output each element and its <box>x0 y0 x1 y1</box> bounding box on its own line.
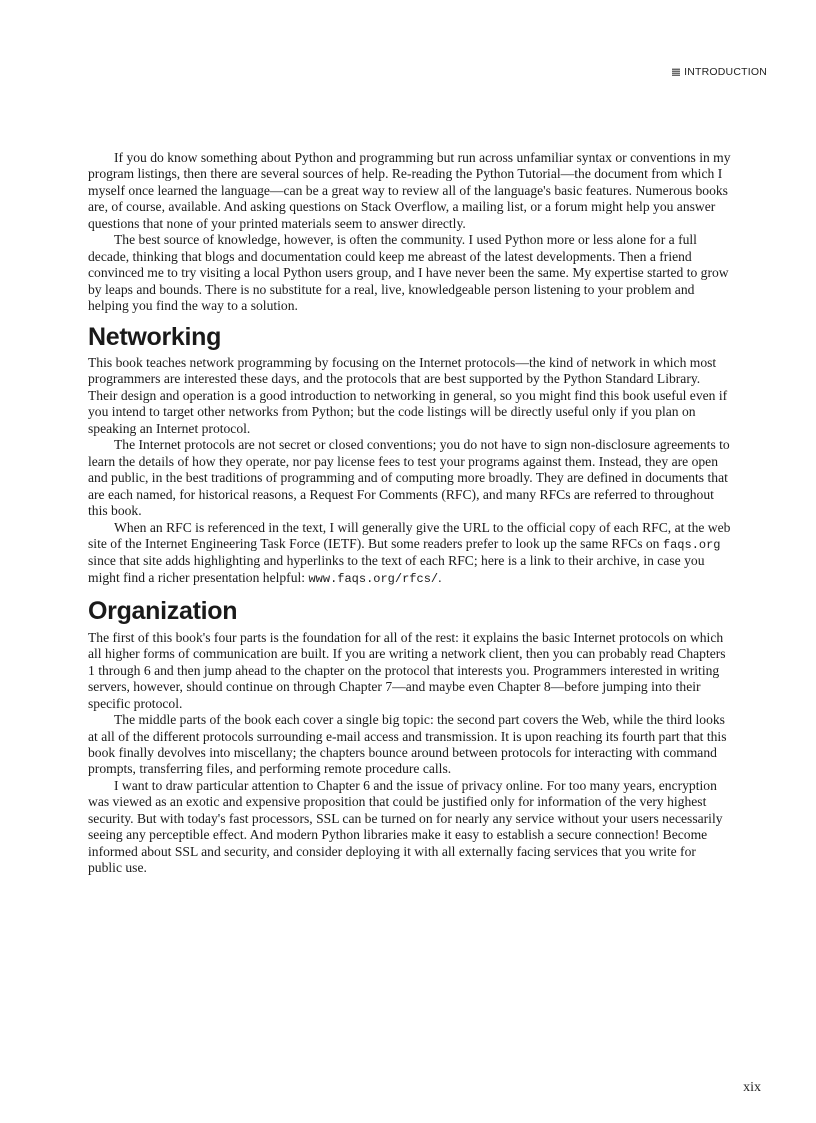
organization-paragraph-3: I want to draw particular attention to Chapter 6 and the issue of privacy online. For too many years, encryption was viewed as an exotic and expensive proposition that could be justified only for information of the very highest security. But with today's fast processors, SSL can be turned on for nearly any service without your users necessarily seeing any perceptible effect. And modern Python libraries make it easy to establish a secure connection! Become informed about SSL and security, and consider deploying it with all externally facing services that you write for public use. <box>88 777 723 876</box>
square-bullet-icon <box>672 68 680 76</box>
networking-heading: Networking <box>88 322 222 351</box>
page-number: xix <box>743 1080 761 1095</box>
faqs-org-code: faqs.org <box>662 537 721 552</box>
networking-paragraph-1: This book teaches network programming by focusing on the Internet protocols—the kind of network in which most programmers are interested these days, and the protocols that are best supported by the Python Standard Library. Their design and operation is a good introduction to networking in general, so you might find this book useful even if you intend to target other networks from Python; but the code listings will be directly useful only if you plan on speaking an Internet protocol. <box>88 354 728 436</box>
networking-p3-text-c: . <box>438 569 442 585</box>
page-body <box>88 150 731 877</box>
networking-p3-text-b: since that site adds highlighting and hyperlinks to the text of each RFC; here is a link to their archive, in case you might find a richer presentation helpful: <box>88 553 705 585</box>
running-head-text: INTRODUCTION <box>684 66 767 78</box>
running-head <box>672 66 767 78</box>
networking-p3-text-a: When an RFC is referenced in the text, I will generally give the URL to the official copy of each RFC, at the web site of the Internet Engineering Task Force (IETF). But some readers prefer to look up the same RFCs on <box>88 519 731 551</box>
organization-heading: Organization <box>88 597 238 626</box>
organization-paragraph-2: The middle parts of the book each cover a single big topic: the second part covers the Web, while the third looks at all of the different protocols surrounding e-mail access and transmission. It is upon reaching its fourth part that this book finally devolves into miscellany; the chapters bounce around between protocols for interacting with command prompts, transferring files, and performing remote procedure calls. <box>88 712 727 777</box>
faqs-rfcs-url: www.faqs.org/rfcs/ <box>308 571 439 586</box>
intro-paragraph-1: If you do know something about Python and programming but run across unfamiliar syntax or conventions in my program listings, then there are several sources of help. Re-reading the Python Tutorial—the document from which I myself once learned the language—can be a great way to review all of the language's basic features. Numerous books are, of course, available. And asking questions on Stack Overflow, a mailing list, or a forum might help you answer questions that none of your printed materials seem to answer directly. <box>88 150 731 231</box>
intro-paragraph-2: The best source of knowledge, however, is often the community. I used Python more or less alone for a full decade, thinking that blogs and documentation could keep me abreast of the latest developments. Then a friend convinced me to try visiting a local Python users group, and I have never been the same. My expertise started to grow by leaps and bounds. There is no substitute for a real, live, knowledgeable person listening to your problem and helping you find the way to a solution. <box>88 232 729 314</box>
organization-paragraph-1: The first of this book's four parts is the foundation for all of the rest: it explains the basic Internet protocols on which all higher forms of communication are built. If you are writing a network client, then you can probably read Chapters 1 through 6 and then jump ahead to the chapter on the protocol that interests you. Programmers interested in writing servers, however, should continue on through Chapter 7—and maybe even Chapter 8—before jumping into their specific protocol. <box>88 629 726 711</box>
networking-paragraph-3 <box>88 520 731 588</box>
networking-paragraph-2: The Internet protocols are not secret or closed conventions; you do not have to sign non-disclosure agreements to learn the details of how they operate, nor pay license fees to test your programs against them. Instead, they are open and public, in the best traditions of programming and of computing more broadly. They are defined in documents that are each named, for historical reasons, a Request For Comments (RFC), and many RFCs are referred to throughout this book. <box>88 437 730 519</box>
